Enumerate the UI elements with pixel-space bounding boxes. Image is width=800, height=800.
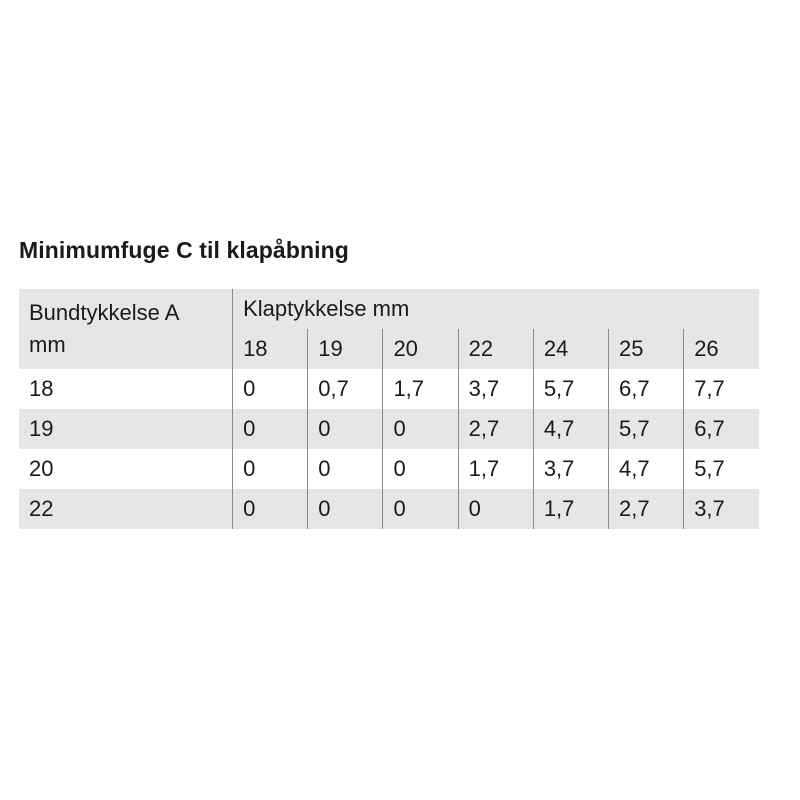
table-cell: 0,7 xyxy=(308,369,383,409)
table-cell: 0 xyxy=(308,489,383,529)
table-cell: 4,7 xyxy=(533,409,608,449)
table-cell: 5,7 xyxy=(609,409,684,449)
table-cell: 6,7 xyxy=(684,409,759,449)
table-cell: 0 xyxy=(233,449,308,489)
table-title: Minimumfuge C til klapåbning xyxy=(19,237,349,263)
table-row xyxy=(19,369,759,409)
table-cell: 5,7 xyxy=(684,449,759,489)
table-cell: 0 xyxy=(308,449,383,489)
table-cell: 3,7 xyxy=(533,449,608,489)
table-cell: 0 xyxy=(383,449,458,489)
table-cell: 6,7 xyxy=(609,369,684,409)
table-cell: 5,7 xyxy=(533,369,608,409)
column-header: 18 xyxy=(233,329,308,369)
row-header-line2: mm xyxy=(29,332,66,357)
column-header: 22 xyxy=(458,329,533,369)
column-header: 24 xyxy=(533,329,608,369)
column-header: 25 xyxy=(609,329,684,369)
table-row xyxy=(19,489,759,529)
table-cell: 0 xyxy=(458,489,533,529)
row-label: 18 xyxy=(29,376,54,401)
column-group-header: Klaptykkelse mm xyxy=(233,289,759,329)
table-cell: 0 xyxy=(383,409,458,449)
table-cell: 2,7 xyxy=(609,489,684,529)
table-cell: 0 xyxy=(233,489,308,529)
row-label: 19 xyxy=(29,416,54,441)
header-row-group xyxy=(19,289,759,329)
column-header: 20 xyxy=(383,329,458,369)
table-cell: 2,7 xyxy=(458,409,533,449)
table-cell: 0 xyxy=(233,409,308,449)
table-row xyxy=(19,409,759,449)
table-cell: 3,7 xyxy=(458,369,533,409)
column-header: 19 xyxy=(308,329,383,369)
table-cell: 7,7 xyxy=(684,369,759,409)
table-row xyxy=(19,449,759,489)
row-label: 20 xyxy=(29,456,54,481)
table-cell: 3,7 xyxy=(684,489,759,529)
table-cell: 0 xyxy=(233,369,308,409)
table-cell: 4,7 xyxy=(609,449,684,489)
table-cell: 1,7 xyxy=(383,369,458,409)
table-cell: 0 xyxy=(383,489,458,529)
row-label: 22 xyxy=(29,496,54,521)
clearance-table xyxy=(19,289,759,529)
table-cell: 0 xyxy=(308,409,383,449)
table-cell: 1,7 xyxy=(533,489,608,529)
table-cell: 1,7 xyxy=(458,449,533,489)
column-header: 26 xyxy=(684,329,759,369)
row-header-cell xyxy=(19,289,233,369)
row-header-line1: Bundtykkelse A xyxy=(29,300,180,325)
